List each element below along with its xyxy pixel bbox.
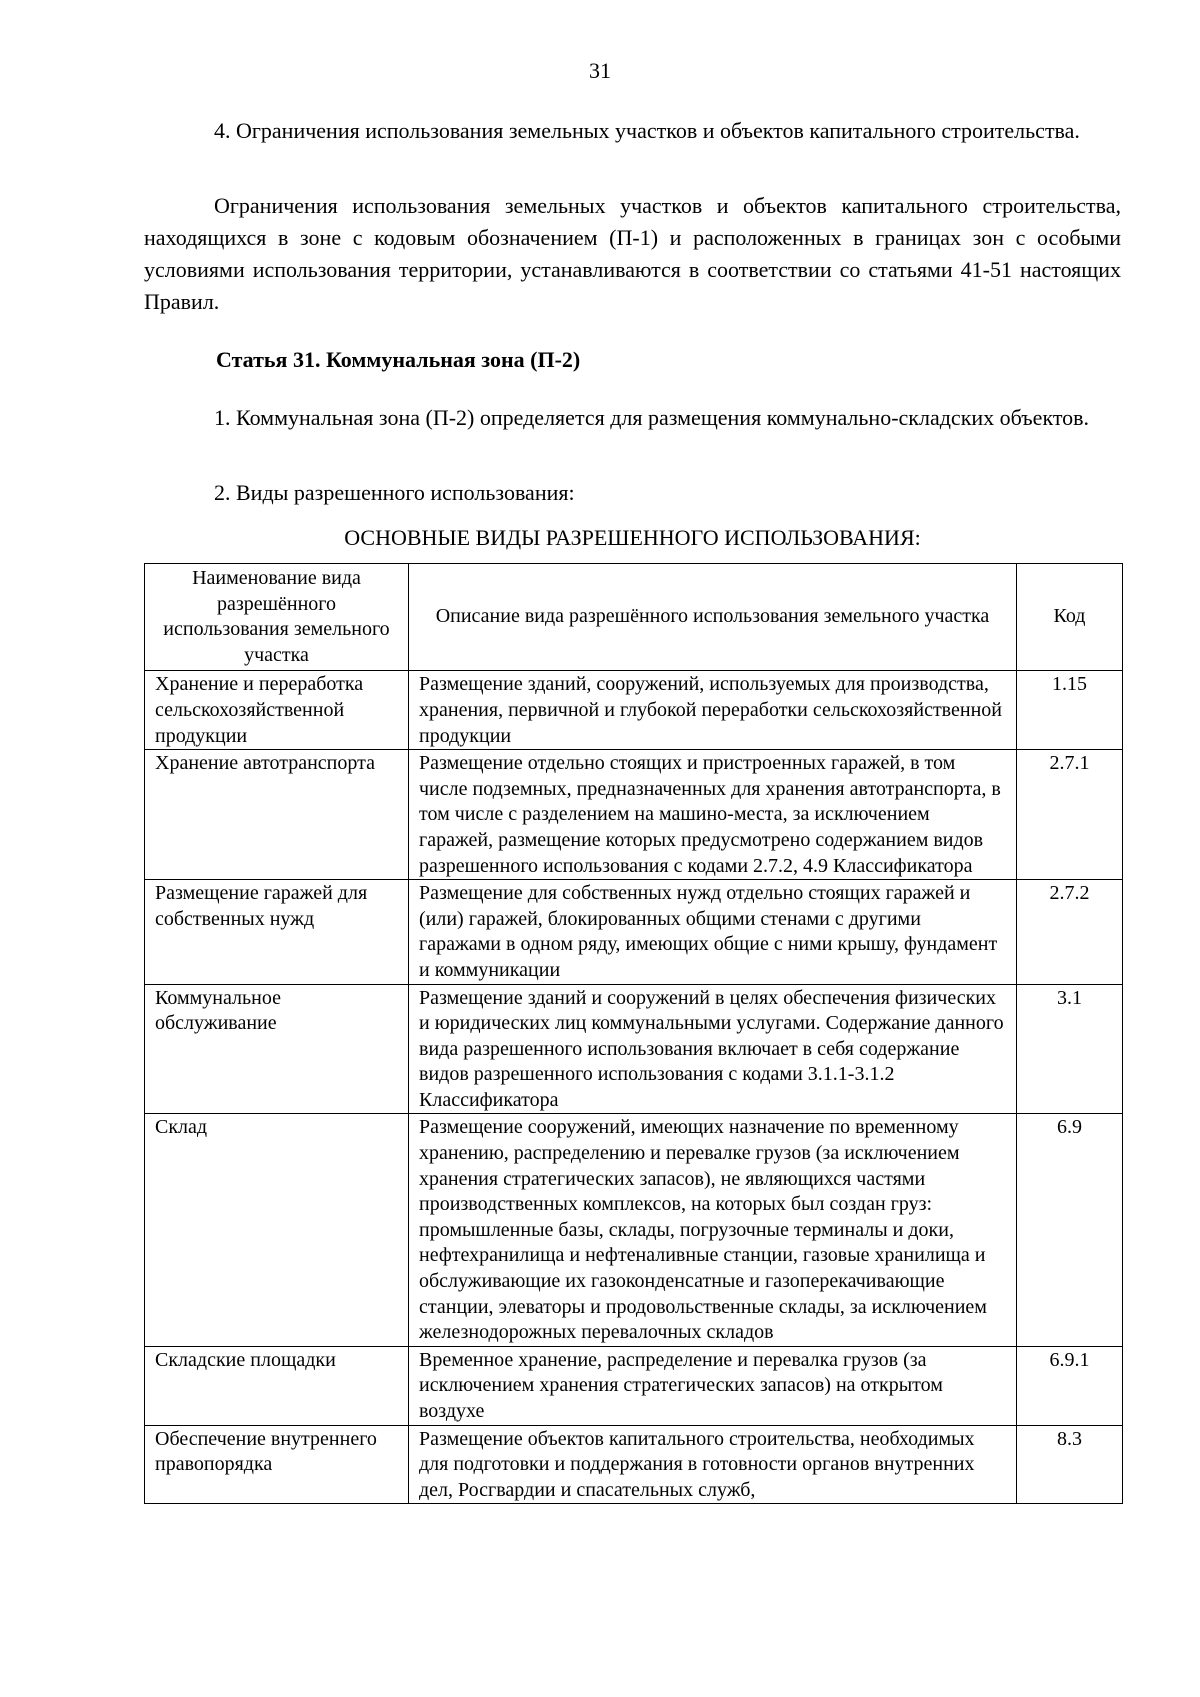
row-name: Обеспечение внутреннего правопорядка [145,1425,409,1504]
section-4-text: Ограничения использования земельных участков и объектов капитального строительства, находящихся в зоне с кодовым обозначением (П-1) и расположенных в границах зон с особыми условиями использования территории, устанавливаются в соответствии со статьями 41-51 настоящих Правил. [144,193,1121,314]
row-code: 8.3 [1017,1425,1123,1504]
row-name: Склад [145,1114,409,1346]
row-name: Хранение автотранспорта [145,750,409,880]
row-description: Размещение зданий и сооружений в целях обеспечения физических и юридических лиц коммунальными услугами. Содержание данного вида разрешенного использования включает в себя содержание видов разрешенного использования с кодами 3.1.1-3.1.2 Классификатора [409,984,1017,1114]
row-description: Размещение отдельно стоящих и пристроенных гаражей, в том числе подземных, предназначенных для хранения автотранспорта, в том числе с разделением на машино-места, за исключением гаражей, размещение которых предусмотрено содержанием видов разрешенного использования с кодами 2.7.2, 4.9 Классификатора [409,750,1017,880]
header-description: Описание вида разрешённого использования земельного участка [409,564,1017,671]
table-row [145,1425,1123,1504]
table-header-row [145,564,1123,671]
row-description: Размещение объектов капитального строительства, необходимых для подготовки и поддержания в готовности органов внутренних дел, Росгвардии и спасательных служб, [409,1425,1017,1504]
page-number: 31 [589,58,611,83]
table-row [145,1114,1123,1346]
row-name: Складские площадки [145,1346,409,1425]
table-row [145,750,1123,880]
article-point-1: 1. Коммунальная зона (П-2) определяется для размещения коммунально-складских объектов. [214,405,1090,430]
row-code: 1.15 [1017,671,1123,750]
row-code: 2.7.2 [1017,880,1123,984]
table-row [145,880,1123,984]
article-point-2: 2. Виды разрешенного использования: [214,480,575,505]
section-4-title: 4. Ограничения использования земельных участков и объектов капитального строительства. [214,118,1080,143]
permitted-uses-table [144,563,1123,1504]
row-name: Размещение гаражей для собственных нужд [145,880,409,984]
row-name: Коммунальное обслуживание [145,984,409,1114]
header-name: Наименование вида разрешённого использования земельного участка [145,564,409,671]
row-code: 6.9.1 [1017,1346,1123,1425]
row-description: Размещение зданий, сооружений, используемых для производства, хранения, первичной и глубокой переработки сельскохозяйственной продукции [409,671,1017,750]
row-name: Хранение и переработка сельскохозяйственной продукции [145,671,409,750]
table-row [145,671,1123,750]
row-description: Временное хранение, распределение и перевалка грузов (за исключением хранения стратегических запасов) на открытом воздухе [409,1346,1017,1425]
row-code: 3.1 [1017,984,1123,1114]
header-code: Код [1017,564,1123,671]
row-description: Размещение для собственных нужд отдельно стоящих гаражей и (или) гаражей, блокированных общими стенами с другими гаражами в одном ряду, имеющих общие с ними крышу, фундамент и коммуникации [409,880,1017,984]
table-row [145,984,1123,1114]
row-description: Размещение сооружений, имеющих назначение по временному хранению, распределению и перевалке грузов (за исключением хранения стратегических запасов), не являющихся частями производственных комплексов, на которых был создан груз: промышленные базы, склады, погрузочные терминалы и доки, нефтехранилища и нефтеналивные станции, газовые хранилища и обслуживающие их газоконденсатные и газоперекачивающие станции, элеваторы и продовольственные склады, за исключением железнодорожных перевалочных складов [409,1114,1017,1346]
table-row [145,1346,1123,1425]
row-code: 6.9 [1017,1114,1123,1346]
table-caption: ОСНОВНЫЕ ВИДЫ РАЗРЕШЕННОГО ИСПОЛЬЗОВАНИЯ: [344,525,921,550]
article-heading: Статья 31. Коммунальная зона (П-2) [216,347,581,372]
row-code: 2.7.1 [1017,750,1123,880]
